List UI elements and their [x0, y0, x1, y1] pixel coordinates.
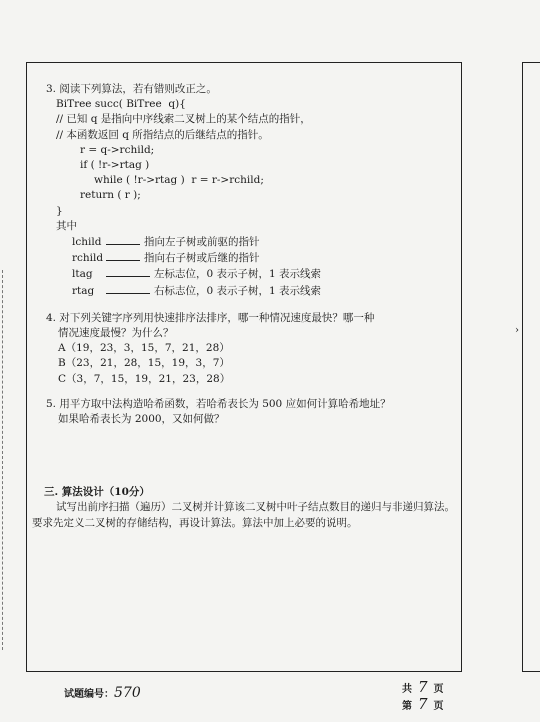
question-4-line: 4. 对下列关键字序列用快速排序法排序，哪一种情况速度最快？哪一种: [46, 311, 375, 324]
question-4-line: 情况速度最慢？为什么？: [58, 327, 174, 340]
page-value: 7: [418, 695, 428, 713]
total-value: 7: [418, 678, 428, 696]
field-name: rtag: [72, 284, 95, 297]
exam-code-value: 570: [114, 685, 141, 701]
section-body: 试写出前序扫描（遍历）二叉树并计算该二叉树中叶子结点数目的递归与非递归算法。要求先定义二叉树的存储结构，再设计算法。算法中加上必要的说明。: [32, 501, 455, 529]
binding-margin: [2, 270, 15, 650]
question-5-line: 如果哈希表长为 2000，又如何做？: [58, 413, 225, 426]
question-5: [46, 397, 456, 427]
code-line: BiTree succ( BiTree q){: [56, 98, 186, 111]
fill-blank: [106, 234, 140, 245]
field-name: lchild: [72, 236, 102, 249]
total-unit: 页: [433, 684, 444, 695]
code-line: // 本函数返回 q 所指结点的后继结点的指针。: [56, 128, 269, 141]
code-block: [46, 97, 456, 219]
page-counter: [402, 680, 444, 714]
field-name: rchild: [72, 252, 104, 265]
field-row: [46, 283, 456, 299]
code-line: if ( !r->rtag ): [80, 159, 150, 172]
page-label: 第: [402, 701, 412, 712]
page-unit: 页: [433, 701, 444, 712]
question-3: [46, 82, 456, 299]
field-desc: 右标志位，0 表示子树，1 表示线索: [154, 284, 322, 297]
options-list: [46, 341, 456, 387]
total-label: 共: [402, 684, 412, 695]
adjacent-page-border: [522, 62, 540, 672]
fill-blank: [106, 283, 150, 294]
fill-blank: [106, 266, 150, 277]
fill-blank: [106, 250, 140, 261]
code-line: r = q->rchild;: [80, 143, 155, 156]
field-row: [46, 250, 456, 266]
exam-code-label: 试题编号：: [64, 689, 114, 700]
option-a: A（19，23，3，15，7，21，28）: [58, 342, 230, 355]
field-row: [46, 266, 456, 282]
field-desc: 指向右子树或后继的指针: [144, 252, 260, 265]
note-label: 其中: [56, 219, 77, 232]
exam-code: [64, 685, 141, 701]
section-heading: 三. 算法设计（10分）: [44, 486, 150, 499]
option-c: C（3，7，15，19，21，23，28）: [58, 372, 231, 385]
code-line: }: [56, 204, 63, 217]
current-page: [402, 697, 444, 714]
code-line: // 已知 q 是指向中序线索二叉树上的某个结点的指针，: [56, 113, 311, 126]
question-3-title: 3. 阅读下列算法，若有错则改正之。: [46, 83, 217, 95]
exam-content: [32, 82, 456, 531]
code-line: return ( r );: [80, 189, 141, 202]
section-algorithm-design: [32, 485, 456, 531]
code-line: while ( !r->rtag ) r = r->rchild;: [94, 174, 264, 187]
field-desc: 左标志位，0 表示子树，1 表示线索: [154, 268, 322, 281]
field-row: [46, 234, 456, 250]
margin-mark: ›: [515, 325, 519, 336]
field-desc: 指向左子树或前驱的指针: [144, 236, 260, 249]
field-name: ltag: [72, 268, 93, 281]
question-4: [46, 311, 456, 387]
option-b: B（23，21，28，15，19，3，7）: [58, 357, 230, 370]
question-5-line: 5. 用平方取中法构造哈希函数，若哈希表长为 500 应如何计算哈希地址？: [46, 397, 391, 410]
